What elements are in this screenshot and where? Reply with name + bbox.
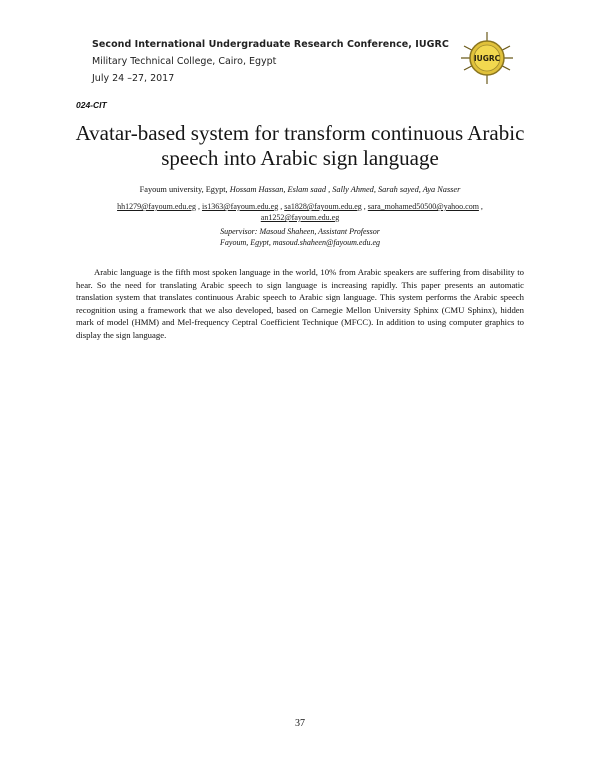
email-link[interactable]: is1363@fayoum.edu.eg xyxy=(201,202,279,211)
logo-text: IUGRC xyxy=(473,54,501,63)
abstract-paragraph: Arabic language is the fifth most spoken language in the world, 10% from Arabic speakers are suffering from disability to hear. So the need for translating Arabic speech to sign language is increasing rapidly. This paper presents an automatic translation system that translates continuous Arabic speech to Arabic sign language. This system performs the Arabic speech recognition using a framework that we also developed, based on Carnegie Mellon University Sphinx (CMU Sphinx), hidden mark of model (HMM) and Mel-frequency Ceptral Coefficient Technique (MFCC). In addition to using computer graphics to display the sign language. xyxy=(76,267,524,340)
email-link[interactable]: sara_mohamed50500@yahoo.com xyxy=(367,202,479,211)
conference-logo xyxy=(458,30,516,86)
conference-name: Second International Undergraduate Research Conference, IUGRC xyxy=(92,39,449,50)
page-number: 37 xyxy=(295,718,305,729)
author-names: Hossam Hassan, Eslam saad , Sally Ahmed, Sarah sayed, Aya Nasser xyxy=(229,185,461,194)
paper-code: 024-CIT xyxy=(76,100,107,110)
supervisor-contact: Fayoum, Egypt, masoud.shaheen@fayoum.edu.eg xyxy=(220,238,380,247)
email-link[interactable]: an1252@fayoum.edu.eg xyxy=(260,213,340,222)
email-link[interactable]: sa1828@fayoum.edu.eg xyxy=(284,202,362,211)
paper-title-line-2: speech into Arabic sign language xyxy=(161,146,439,170)
email-separator: , xyxy=(361,202,368,211)
email-separator: , xyxy=(195,202,202,211)
paper-title-line-1: Avatar-based system for transform continuous Arabic xyxy=(75,121,525,145)
affiliation: Fayoum university, Egypt, xyxy=(139,185,230,194)
email-link[interactable]: hh1279@fayoum.edu.eg xyxy=(117,202,196,211)
conference-venue: Military Technical College, Cairo, Egypt xyxy=(92,56,277,67)
paper-title xyxy=(60,121,540,171)
email-separator: , xyxy=(278,202,285,211)
supervisor-line: Supervisor: Masoud Shaheen, Assistant Professor xyxy=(220,227,380,236)
email-separator: , xyxy=(478,202,483,211)
author-emails xyxy=(90,201,510,223)
conference-dates: July 24 –27, 2017 xyxy=(92,73,175,84)
author-line xyxy=(60,185,540,194)
